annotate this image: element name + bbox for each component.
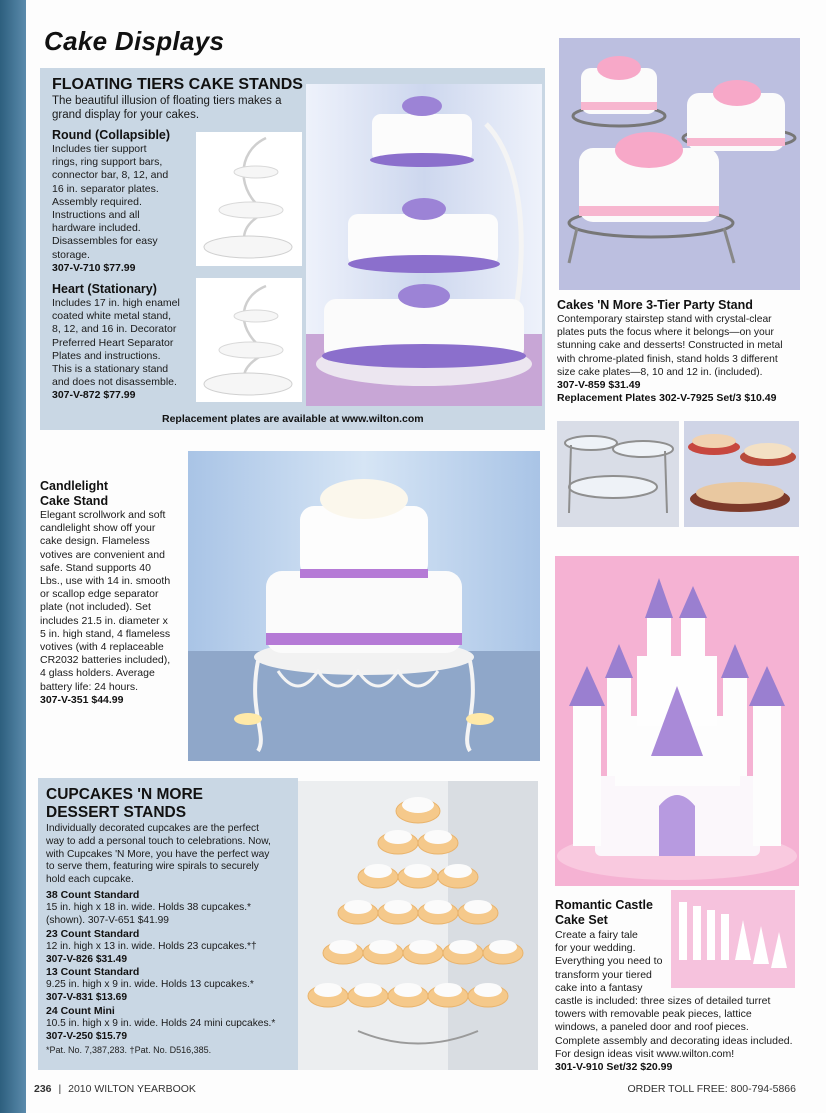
party-stand-replacement: Replacement Plates 302-V-7925 Set/3 $10.49 [557, 392, 777, 405]
candlelight-text: Elegant scrollwork and soft candlelight show off your cake design. Flameless votives are convenient and safe. Stand supports 40 Lbs., use with 14 in. smooth or scallop edge separator plate (not included). Set includes 21.5 in. diameter x 5 in. high stand, 4 flameless votives (with 4 replaceable CR2032 batteries included), 4 glass holders. Average battery life: 24 hours. [40, 509, 171, 693]
order-phone: ORDER TOLL FREE: 800-794-5866 [627, 1083, 796, 1095]
empty-party-stand-photo [557, 421, 679, 527]
floating-tiers-heading: FLOATING TIERS CAKE STANDS [52, 76, 303, 93]
castle-sku: 301-V-910 Set/32 $20.99 [555, 1061, 673, 1074]
castle-cake-photo [555, 556, 799, 886]
party-stand-text: Contemporary stairstep stand with crystal-clear plates puts the focus where it belongs—on your stunning cake and desserts! Constructed in metal with chrome-plated finish, stand holds 3 different size cake plates—8, 10 and 12 in. (included). [557, 314, 783, 378]
cupcakes-patent-note: *Pat. No. 7,387,283. †Pat. No. D516,385. [46, 1045, 212, 1056]
heart-stand-text: Includes 17 in. high enamel coated white metal stand, 8, 12, and 16 in. Decorator Preferred Heart Separator Plates and instructions. This is a stationary stand and does not disassemble. [52, 297, 180, 389]
floating-tiers-intro: The beautiful illusion of floating tiers makes a grand display for your cakes. [52, 95, 282, 121]
publication-name: 2010 WILTON YEARBOOK [68, 1083, 196, 1095]
heart-stand-title: Heart (Stationary) [52, 282, 157, 296]
cupcake-item: 23 Count Standard 12 in. high x 13 in. wide. Holds 23 cupcakes.*† 307-V-826 $31.49 [46, 927, 257, 965]
round-stand-title: Round (Collapsible) [52, 128, 171, 142]
floating-tiers-cake-photo [306, 84, 542, 406]
castle-title-1: Romantic Castle [555, 898, 653, 912]
candlelight-description [40, 479, 188, 707]
party-stand-description [557, 298, 819, 405]
page-number: 236 [34, 1083, 52, 1095]
cupcakes-item-list [46, 889, 298, 1056]
heart-stand-description [52, 282, 202, 403]
round-stand-description [52, 128, 198, 275]
candlelight-title-1: Candlelight [40, 479, 109, 493]
party-stand-photo [559, 38, 800, 290]
party-stand-sku: 307-V-859 $31.49 [557, 379, 641, 392]
page-edge-strip [0, 0, 26, 1113]
castle-title [555, 898, 653, 928]
cupcakes-heading: CUPCAKES 'N MORE DESSERT STANDS [46, 786, 203, 821]
heart-stand-photo [196, 278, 302, 402]
page-footer-left: 236 | 2010 WILTON YEARBOOK [34, 1083, 196, 1095]
cupcake-item: 13 Count Standard 9.25 in. high x 9 in. wide. Holds 13 cupcakes.* 307-V-831 $13.69 [46, 966, 254, 1004]
dessert-party-stand-photo [684, 421, 799, 527]
candlelight-title-2: Cake Stand [40, 494, 109, 508]
round-stand-photo [196, 132, 302, 266]
replacement-plates-note: Replacement plates are available at www.wilton.com [162, 413, 424, 425]
heart-stand-sku: 307-V-872 $77.99 [52, 389, 136, 402]
cupcake-item: 24 Count Mini 10.5 in. high x 9 in. wide. Holds 24 mini cupcakes.* 307-V-250 $15.79 [46, 1004, 276, 1042]
candlelight-cake-photo [188, 451, 540, 761]
castle-title-2: Cake Set [555, 913, 608, 927]
cupcakes-intro: Individually decorated cupcakes are the perfect way to add a personal touch to celebrations. Now, with Cupcakes 'N More, you have the perfect way to serve them, featuring wire spirals to securely hold each cupcake. [46, 823, 271, 886]
round-stand-sku: 307-V-710 $77.99 [52, 261, 136, 274]
round-stand-text: Includes tier support rings, ring support bars, connector bar, 8, 12, and 16 in. separator plates. Assembly required. Instructions and all hardware included. Disassembles for easy storage. [52, 143, 169, 261]
cupcake-item: 38 Count Standard 15 in. high x 18 in. wide. Holds 38 cupcakes.* (shown). 307-V-651 $41.99 [46, 889, 252, 926]
castle-text: Create a fairy tale for your wedding. Everything you need to transform your tiered cake into a fantasy castle is included: three sizes of detailed turret towers with removable peak pieces, lattice windows, a paneled door and roof pieces. Complete assembly and decorating ideas included. For design ideas visit www.wilton.com! 301-V-910 Set/32 $20.99 [555, 929, 801, 1074]
page-title: Cake Displays [44, 26, 225, 56]
candlelight-sku: 307-V-351 $44.99 [40, 693, 124, 706]
cupcake-tower-photo [298, 781, 538, 1070]
party-stand-title: Cakes 'N More 3-Tier Party Stand [557, 298, 753, 312]
